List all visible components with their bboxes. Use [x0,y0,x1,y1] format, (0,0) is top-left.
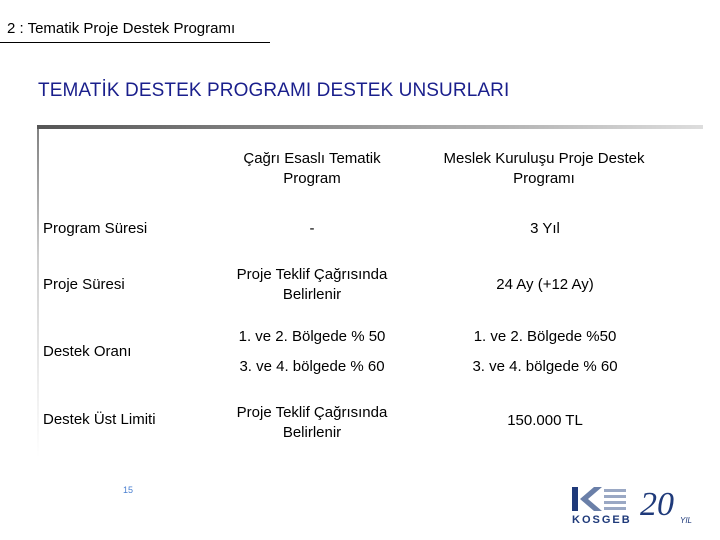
cell-destek-orani-col2b: 3. ve 4. bölgede % 60 [472,358,618,375]
row-label-destek-ust-limiti: Destek Üst Limiti [43,411,156,428]
slide-main-title: TEMATİK DESTEK PROGRAMI DESTEK UNSURLARI [38,80,510,101]
logo-anniversary-suffix: YIL [680,516,693,525]
row-label-program-suresi: Program Süresi [43,220,148,237]
column-header-1: Çağrı Esaslı Tematik Program [243,150,381,187]
row-label-destek-orani: Destek Oranı [43,343,132,360]
header-divider [0,42,270,43]
cell-destek-orani-col1b: 3. ve 4. bölgede % 60 [239,358,385,375]
slide-header-title: 2 : Tematik Proje Destek Programı [7,20,236,37]
row-label-proje-suresi: Proje Süresi [43,276,125,293]
cell-destek-ust-limiti-col2: 150.000 TL [507,412,583,429]
cell-destek-orani-col2a: 1. ve 2. Bölgede %50 [473,328,617,345]
table-top-shade [37,125,703,129]
cell-program-suresi-col1: - [309,220,315,237]
cell-destek-ust-limiti-col1: Proje Teklif Çağrısında Belirlenir [236,404,388,441]
cell-proje-suresi-col2: 24 Ay (+12 Ay) [496,276,594,293]
logo-anniversary-number: 20 [640,486,674,523]
cell-destek-orani-col1a: 1. ve 2. Bölgede % 50 [238,328,386,345]
column-header-2: Meslek Kuruluşu Proje Destek Programı [443,150,645,187]
cell-program-suresi-col2: 3 Yıl [530,220,560,237]
page-number: 15 [123,485,134,495]
kosgeb-logo-text: KOSGEB [572,514,632,526]
cell-proje-suresi-col1: Proje Teklif Çağrısında Belirlenir [236,266,388,303]
